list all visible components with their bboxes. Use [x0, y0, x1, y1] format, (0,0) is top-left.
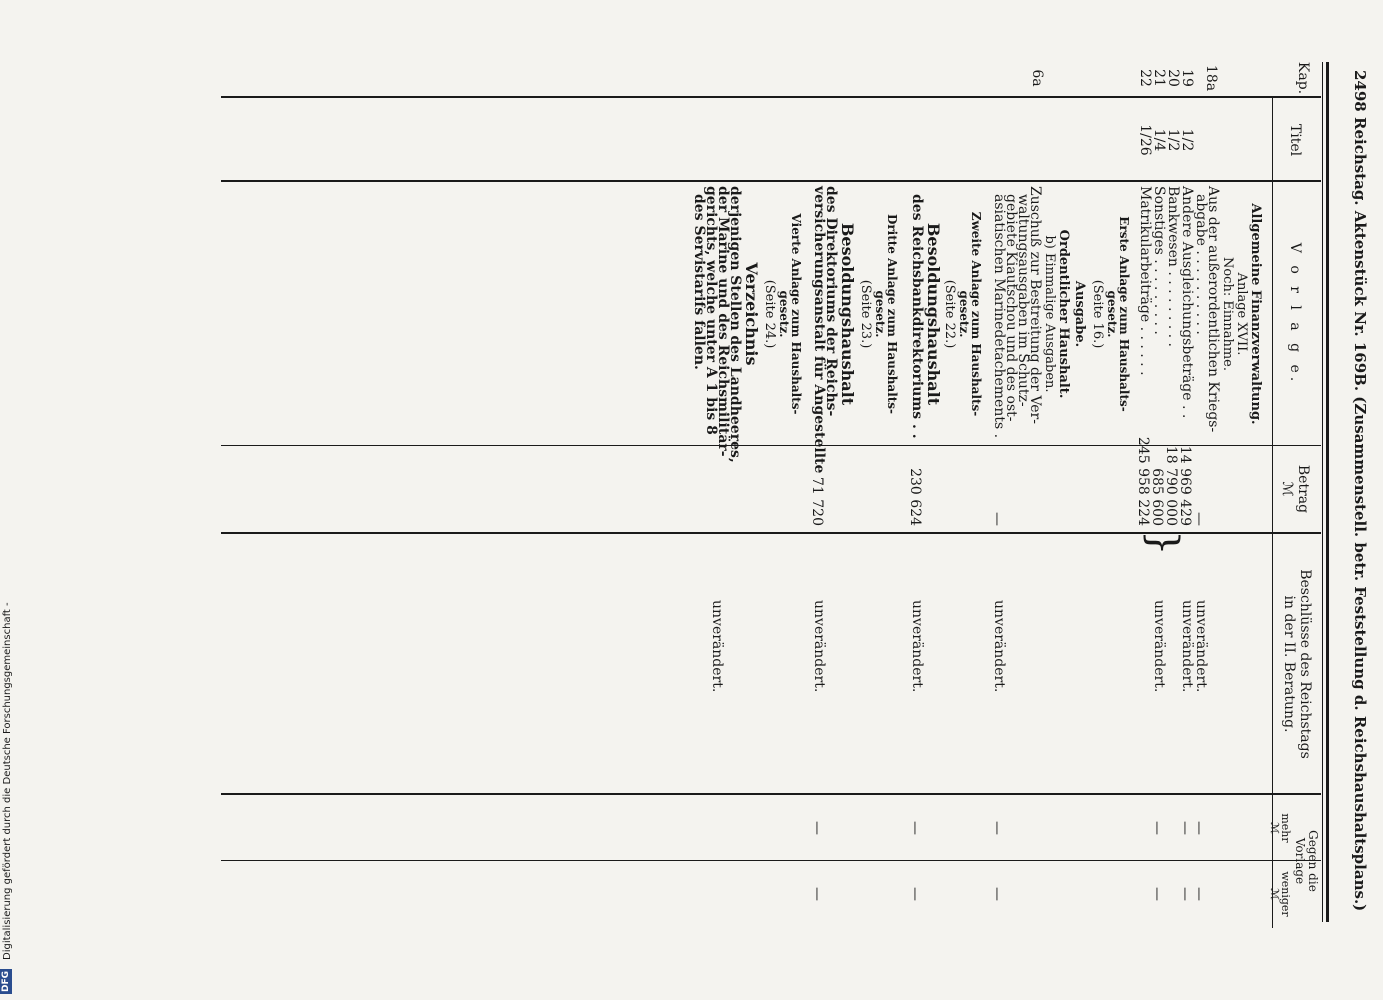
col-gegen-line1: Gegen die	[1306, 830, 1320, 892]
col-betrag-unit: ℳ	[1279, 481, 1295, 497]
section3-title2: des Reichsbankdirektoriums . .	[909, 194, 925, 439]
section5-heading2: gesetz.	[777, 290, 791, 338]
s1-row1-kap: 19	[1179, 69, 1195, 87]
s1-row2-betrag: 18 790 000	[1163, 445, 1179, 526]
s1-row4-titel: 1/26	[1137, 124, 1153, 156]
section3-heading2: gesetz.	[957, 290, 971, 338]
s1-row3-kap: 21	[1151, 69, 1167, 87]
section4-seite: (Seite 23.)	[858, 279, 873, 349]
rule-after-beschluesse	[221, 793, 1321, 795]
s1-row0-text: Aus der außerordentlichen Kriegs-	[1205, 186, 1221, 433]
page-number: 2498	[1351, 70, 1369, 112]
col-beschluesse	[1281, 536, 1313, 792]
col-beschluesse-line1: Beschlüsse des Reichstags	[1297, 569, 1313, 759]
s1-row1-titel: 1/2	[1179, 128, 1195, 152]
section4-title1: Besoldungshaushalt	[838, 222, 857, 406]
section3-mehr: —	[907, 821, 923, 835]
section2-text4: asiatischen Marinedetachements .	[991, 194, 1007, 439]
section5-text3: gerichts, welche unter A 1 bis 8	[703, 186, 719, 435]
section2-weniger: —	[989, 887, 1005, 901]
s1-row3-betrag: 685 600	[1149, 468, 1165, 526]
section4-betrag: 71 720	[809, 477, 825, 526]
s1-row0-beschluss: unverändert.	[1193, 600, 1209, 693]
section1-kap: 18a	[1203, 64, 1219, 92]
page-header	[1351, 70, 1369, 911]
s1-row3-mehr: —	[1149, 821, 1165, 835]
s1-row1-beschluss: unverändert.	[1179, 600, 1195, 693]
s1-row1-mehr: —	[1177, 821, 1193, 835]
s1-row3-weniger: —	[1149, 887, 1165, 901]
col-betrag-label: Betrag	[1295, 464, 1311, 514]
section1-anlage: Anlage XVII.	[1234, 272, 1249, 356]
section5-seite: (Seite 24.)	[762, 279, 777, 349]
section3-weniger: —	[907, 887, 923, 901]
section5-beschluss: unverändert.	[709, 600, 725, 693]
section2-heading1: Erste Anlage zum Haushalts-	[1117, 216, 1131, 412]
section2-betrag: —	[989, 512, 1005, 526]
section4-heading2: gesetz.	[873, 290, 887, 338]
header-rule	[1326, 62, 1329, 922]
s1-row1-weniger: —	[1177, 887, 1193, 901]
section3-betrag: 230 624	[907, 468, 923, 526]
section4-mehr: —	[809, 821, 825, 835]
section4-weniger: —	[809, 887, 825, 901]
rule-after-titel	[221, 180, 1321, 182]
s1-row2-text: Bankwesen . . . . . . . . .	[1165, 186, 1181, 347]
col-weniger-label: weniger	[1279, 871, 1292, 917]
col-weniger-unit: ℳ	[1268, 888, 1281, 900]
rule-after-mehr	[221, 860, 1321, 861]
section3-heading1: Zweite Anlage zum Haushalts-	[969, 211, 983, 417]
col-mehr-unit: ℳ	[1268, 822, 1281, 834]
section4-text1: des Direktoriums der Reichs-	[823, 186, 839, 417]
s1-row3-text: Sonstiges . . . . . . . . .	[1151, 186, 1167, 335]
s1-row1-text: Andere Ausgleichungsbeträge . .	[1179, 186, 1195, 419]
section2-ordentlich: Ordentlicher Haushalt.	[1056, 229, 1071, 399]
s1-row3-titel: 1/4	[1151, 128, 1167, 152]
section5-text1: derjenigen Stellen des Landheeres,	[727, 186, 743, 463]
s1-row4-betrag: 245 958 224	[1135, 436, 1151, 526]
section3-seite: (Seite 22.)	[942, 279, 957, 349]
s1-brace: }	[1140, 530, 1186, 556]
s1-row1-betrag: 14 969 429	[1177, 445, 1193, 526]
section2-einmalige: b) Einmalige Ausgaben.	[1042, 235, 1057, 393]
section2-text3: gebiete Kiautschou und des ost-	[1003, 194, 1019, 422]
col-kap: Kap.	[1295, 61, 1311, 95]
s1-row2-titel: 1/2	[1165, 128, 1181, 152]
col-weniger	[1269, 862, 1291, 926]
col-gegen	[1293, 796, 1319, 926]
section2-text2: waltungsausgaben im Schutz-	[1015, 194, 1031, 407]
col-mehr-label: mehr	[1279, 813, 1292, 843]
col-betrag	[1279, 446, 1311, 532]
section4-beschluss: unverändert.	[811, 600, 827, 693]
s1-row0-weniger: —	[1191, 887, 1207, 901]
s1-row4-text: Matrikularbeiträge . . . . . .	[1137, 186, 1153, 376]
col-gegen-line2: Vorlage	[1293, 837, 1307, 885]
col-mehr	[1269, 796, 1291, 860]
col-titel: Titel	[1287, 123, 1303, 157]
col-beschluesse-line2: in der II. Beratung.	[1281, 595, 1297, 733]
section2-kap: 6a	[1029, 69, 1045, 87]
header-rule-thin	[1322, 62, 1323, 922]
header-title: Reichstag. Aktenstück Nr. 169B. (Zusammenstell. betr. Feststellung d. Reichshaushaltsplans.)	[1351, 116, 1369, 912]
rule-after-kap	[221, 96, 1321, 98]
section2-mehr: —	[989, 821, 1005, 835]
s1-row0-text2: abgabe . . . . . . . . . .	[1193, 194, 1209, 335]
section4-text2: versicherungsanstalt für Angestellte	[811, 186, 827, 474]
s1-row2-kap: 20	[1165, 69, 1181, 87]
section2-ausgabe: Ausgabe.	[1072, 280, 1087, 348]
col-vorlage: V o r l a g e.	[1287, 242, 1303, 386]
dfg-logo: DFG	[1, 970, 11, 992]
s1-row0-betrag: —	[1191, 512, 1207, 526]
section2-seite: (Seite 16.)	[1090, 279, 1105, 349]
section4-heading1: Dritte Anlage zum Haushalts-	[885, 213, 899, 415]
section3-beschluss: unverändert.	[909, 600, 925, 693]
s1-row4-kap: 22	[1137, 69, 1153, 87]
section5-heading1: Vierte Anlage zum Haushalts-	[789, 213, 803, 415]
section1-heading: Allgemeine Finanzverwaltung.	[1248, 203, 1263, 425]
section5-text4: des Servistarifs fallen.	[691, 194, 707, 370]
section2-text1: Zuschuß zur Bestreitung der Ver-	[1027, 186, 1043, 424]
section5-title1: Verzeichnis	[742, 262, 761, 366]
s1-row3-beschluss: unverändert.	[1151, 600, 1167, 693]
section2-heading2: gesetz.	[1105, 290, 1119, 338]
section2-beschluss: unverändert.	[991, 600, 1007, 693]
section1-noch: Noch: Einnahme.	[1220, 256, 1235, 372]
s1-row0-mehr: —	[1191, 821, 1207, 835]
section3-title1: Besoldungshaushalt	[924, 222, 943, 406]
funding-note: Digitalisierung gefördert durch die Deutsche Forschungsgemeinschaft -	[2, 602, 13, 960]
section5-text2: der Marine und des Reichsmilitär-	[715, 186, 731, 457]
